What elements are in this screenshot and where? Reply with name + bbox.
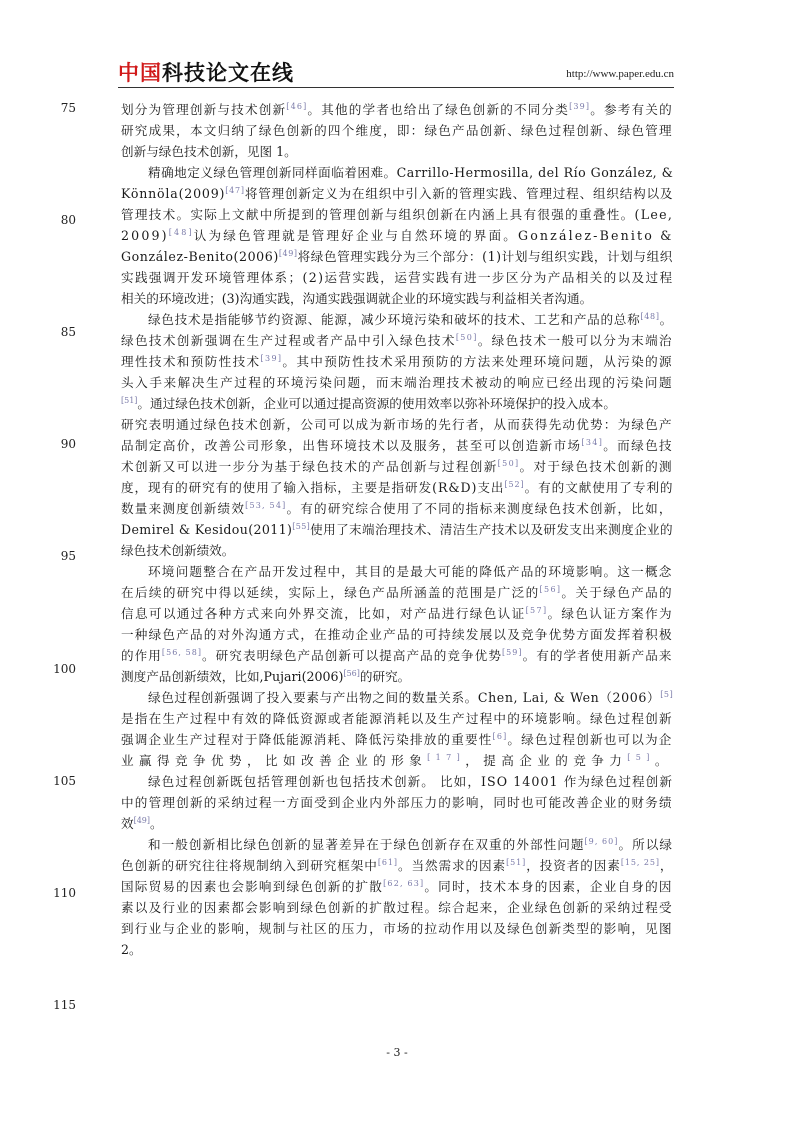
text-segment: Könnöla(2009) bbox=[121, 186, 226, 201]
text-segment: 绿色技术创新绩效。 bbox=[121, 543, 235, 558]
text-line bbox=[121, 499, 673, 519]
text-segment: 相关的环境改进；(3)沟通实践，沟通实践强调就企业的环境实践与利益相关者沟通。 bbox=[121, 291, 593, 306]
citation: [48] bbox=[640, 311, 660, 321]
text-line bbox=[121, 457, 673, 477]
logo-part-red: 中国 bbox=[118, 61, 162, 85]
text-segment: 将管理创新定义为在组织中引入新的管理实践、管理过程、组织结构以及 bbox=[244, 186, 674, 201]
citation: [52] bbox=[504, 479, 525, 489]
text-line bbox=[121, 226, 673, 246]
text-segment: 。同时，技术本身的因素，企业自身的因 bbox=[424, 879, 673, 894]
citation: [6] bbox=[492, 731, 508, 741]
text-line bbox=[121, 142, 297, 162]
citation: [50] bbox=[455, 332, 478, 342]
text-segment: 。当然需求的因素 bbox=[397, 858, 507, 873]
line-number: 90 bbox=[60, 437, 76, 451]
text-line bbox=[121, 247, 673, 267]
text-segment: 信息可以通过各种方式来向外界交流，比如，对产品进行绿色认证 bbox=[121, 606, 526, 621]
text-line bbox=[121, 730, 673, 750]
line-number: 95 bbox=[60, 549, 76, 563]
text-segment: 精确地定义绿色管理创新同样面临着困难。Carrillo-Hermosilla, del Río González, & bbox=[148, 165, 674, 180]
page-header bbox=[118, 58, 674, 88]
citation: [55] bbox=[292, 521, 311, 531]
text-line bbox=[121, 121, 673, 141]
citation: [61] bbox=[377, 857, 398, 867]
text-segment: 头入手来解决生产过程的环境污染问题，而末端治理技术被动的响应已经出现的污染问题 bbox=[121, 375, 674, 390]
text-segment: 在后续的研究中得以延续，实际上，绿色产品所涵盖的范围是广泛的 bbox=[121, 585, 540, 600]
text-line bbox=[121, 541, 234, 561]
text-segment: 到行业与企业的影响，规制与社区的压力，市场的拉动作用以及绿色创新类型的影响，见图 bbox=[121, 921, 673, 936]
citation: [17] bbox=[427, 752, 466, 762]
citation: [48] bbox=[168, 227, 194, 237]
text-line bbox=[121, 625, 673, 645]
text-segment: 2。 bbox=[121, 942, 142, 957]
text-segment: 研究表明通过绿色技术创新，公司可以成为新市场的先行者，从而获得先动优势：为绿色产 bbox=[121, 417, 673, 432]
line-number: 75 bbox=[60, 101, 76, 115]
text-segment: 和一般创新相比绿色创新的显著差异在于绿色创新存在双重的外部性问题 bbox=[148, 837, 585, 852]
text-line bbox=[121, 415, 673, 435]
citation: [57] bbox=[525, 605, 548, 615]
text-segment: 。研究表明绿色产品创新可以提高产品的竞争优势 bbox=[202, 648, 502, 663]
text-line bbox=[121, 100, 673, 120]
text-segment: 国际贸易的因素也会影响到绿色创新的扩散 bbox=[121, 879, 384, 894]
text-segment: 2009) bbox=[121, 228, 169, 243]
text-segment: 素以及行业的因素都会影响到绿色创新的扩散过程。综合起来，企业绿色创新的采纳过程受 bbox=[121, 900, 673, 915]
text-segment: 的作用 bbox=[121, 648, 162, 663]
text-line bbox=[121, 478, 673, 498]
text-segment: 绿色技术是指能够节约资源、能源，减少环境污染和破坏的技术、工艺和产品的总称 bbox=[148, 312, 641, 327]
text-line bbox=[148, 562, 673, 582]
text-line bbox=[148, 688, 673, 708]
line-number: 105 bbox=[53, 774, 76, 788]
text-segment: 。其他的学者也给出了绿色创新的不同分类 bbox=[307, 102, 570, 117]
text-segment: 。有的文献使用了专利的 bbox=[524, 480, 674, 495]
text-line bbox=[121, 352, 673, 372]
text-segment: ，投资者的因素 bbox=[526, 858, 621, 873]
text-segment: 认为绿色管理就是管理好企业与自然环境的界面。González-Benito & bbox=[193, 228, 674, 243]
header-url[interactable]: http://www.paper.edu.cn bbox=[566, 68, 674, 80]
citation: [59] bbox=[501, 647, 523, 657]
text-line bbox=[121, 331, 673, 351]
text-segment: Demirel & Kesidou(2011) bbox=[121, 522, 293, 537]
text-segment: 效 bbox=[121, 816, 134, 831]
text-segment: 绿色过程创新既包括管理创新也包括技术创新。 比如，ISO 14001 作为绿色过程创新 bbox=[148, 774, 674, 789]
text-line bbox=[121, 856, 673, 876]
text-line bbox=[121, 604, 673, 624]
line-number: 80 bbox=[60, 213, 76, 227]
text-segment: González-Benito(2006) bbox=[121, 249, 279, 264]
line-number: 100 bbox=[53, 662, 76, 676]
text-line bbox=[148, 163, 673, 183]
text-segment: 。 bbox=[659, 312, 673, 327]
text-segment: 业赢得竞争优势，比如改善企业的形象 bbox=[121, 753, 428, 768]
text-segment: 。有的研究综合使用了不同的指标来测度绿色技术创新，比如， bbox=[286, 501, 673, 516]
text-segment: ，提高企业的竞争力 bbox=[465, 753, 628, 768]
text-segment: 绿色技术创新强调在生产过程或者产品中引入绿色技术 bbox=[121, 333, 456, 348]
text-line bbox=[121, 268, 673, 288]
citation: [51] bbox=[121, 395, 138, 405]
text-line bbox=[148, 835, 673, 855]
citation: [46] bbox=[286, 101, 308, 111]
text-line bbox=[121, 940, 142, 960]
text-segment: 中的管理创新的采纳过程一方面受到企业内外部压力的影响，同时也可能改善企业的财务绩 bbox=[121, 795, 673, 810]
citation: [49] bbox=[278, 248, 298, 258]
text-segment: 绿色过程创新强调了投入要素与产出物之间的数量关系。Chen, Lai, & Wen（2006） bbox=[148, 690, 661, 705]
citation: [15, 25] bbox=[620, 857, 660, 867]
text-line bbox=[121, 436, 673, 456]
citation: [56] bbox=[539, 584, 562, 594]
text-segment: 术创新又可以进一步分为基于绿色技术的产品创新与过程创新 bbox=[121, 459, 498, 474]
text-line bbox=[121, 877, 673, 897]
text-line bbox=[121, 751, 673, 771]
text-segment: 。而绿色技 bbox=[603, 438, 673, 453]
citation: [62, 63] bbox=[383, 878, 425, 888]
text-line bbox=[121, 646, 673, 666]
citation: [39] bbox=[260, 353, 283, 363]
text-line bbox=[121, 898, 673, 918]
header-rule bbox=[118, 87, 674, 88]
text-line bbox=[121, 793, 673, 813]
text-segment: 色创新的研究往往将规制纳入到研究框架中 bbox=[121, 858, 378, 873]
text-segment: 数量来测度创新绩效 bbox=[121, 501, 246, 516]
page-number: - 3 - bbox=[386, 1046, 408, 1059]
journal-logo bbox=[118, 58, 294, 88]
citation: [9, 60] bbox=[584, 836, 619, 846]
citation: [34] bbox=[581, 437, 604, 447]
text-segment: 。绿色过程创新也可以为企 bbox=[507, 732, 673, 747]
text-segment: 。绿色认证方案作为 bbox=[547, 606, 673, 621]
text-segment: 理性技术和预防性技术 bbox=[121, 354, 261, 369]
logo-part-black: 科技论文在线 bbox=[162, 61, 294, 85]
citation: [49] bbox=[133, 815, 151, 825]
line-number: 85 bbox=[60, 325, 76, 339]
text-segment: 划分为管理创新与技术创新 bbox=[121, 102, 287, 117]
text-segment: 环境问题整合在产品开发过程中，其目的是最大可能的降低产品的环境影响。这一概念 bbox=[148, 564, 673, 579]
text-segment: 品制定高价，改善公司形象，出售环境技术以及服务，甚至可以创造新市场 bbox=[121, 438, 582, 453]
text-segment: 。有的学者使用新产品来 bbox=[522, 648, 673, 663]
text-segment: 。参考有关的 bbox=[590, 102, 673, 117]
text-segment: 。关于绿色产品的 bbox=[561, 585, 673, 600]
line-number: 110 bbox=[53, 886, 76, 900]
citation: [53, 54] bbox=[245, 500, 287, 510]
citation: [47] bbox=[225, 185, 245, 195]
text-segment: 。其中预防性技术采用预防的方法来处理环境问题，从污染的源 bbox=[282, 354, 673, 369]
text-segment: 强调企业生产过程对于降低能源消耗、降低污染排放的重要性 bbox=[121, 732, 493, 747]
text-segment: ， bbox=[659, 858, 674, 873]
citation: [50] bbox=[497, 458, 520, 468]
text-segment: 。对于绿色技术创新的测 bbox=[519, 459, 673, 474]
text-line bbox=[121, 919, 673, 939]
text-segment: 度，现有的研究有的使用了输入指标，主要是指研发(R&D)支出 bbox=[121, 480, 505, 495]
text-segment: 。绿色技术一般可以分为末端治 bbox=[477, 333, 673, 348]
text-line bbox=[121, 814, 163, 834]
text-segment: 实践强调开发环境管理体系；(2)运营实践，运营实践有进一步区分为产品相关的以及过程 bbox=[121, 270, 674, 285]
text-segment: 管理技术。实际上文献中所提到的管理创新与组织创新在内涵上具有很强的重叠性。(Lee, bbox=[121, 207, 674, 222]
text-line bbox=[121, 667, 410, 687]
text-line bbox=[121, 373, 673, 393]
citation: [51] bbox=[506, 857, 527, 867]
text-segment: 是指在生产过程中有效的降低资源或者能源消耗以及生产过程中的环境影响。绿色过程创新 bbox=[121, 711, 673, 726]
text-segment: 。 bbox=[150, 816, 163, 831]
text-line bbox=[121, 205, 673, 225]
text-segment: 。通过绿色技术创新，企业可以通过提高资源的使用效率以弥补环境保护的投入成本。 bbox=[137, 396, 616, 411]
text-line bbox=[121, 184, 673, 204]
citation: [5] bbox=[627, 752, 655, 762]
text-segment: 将绿色管理实践分为三个部分：(1)计划与组织实践，计划与组织 bbox=[297, 249, 673, 264]
citation: [5] bbox=[660, 689, 674, 699]
text-line bbox=[148, 310, 673, 330]
text-segment: 测度产品创新绩效，比如,Pujari(2006) bbox=[121, 669, 344, 684]
line-number: 115 bbox=[53, 998, 76, 1012]
text-line bbox=[121, 583, 673, 603]
text-segment: 研究成果，本文归纳了绿色创新的四个维度，即：绿色产品创新、绿色过程创新、绿色管理 bbox=[121, 123, 673, 138]
text-line bbox=[121, 289, 592, 309]
text-line bbox=[121, 394, 616, 414]
text-line bbox=[148, 772, 673, 792]
text-segment: 。 bbox=[654, 753, 673, 768]
text-line bbox=[121, 709, 673, 729]
text-segment: 一种绿色产品的对外沟通方式，在推动企业产品的可持续发展以及竞争优势方面发挥着积极 bbox=[121, 627, 673, 642]
citation: [56, 58] bbox=[161, 647, 203, 657]
text-segment: 创新与绿色技术创新，见图 1。 bbox=[121, 144, 297, 159]
citation: [56] bbox=[343, 668, 360, 678]
text-line bbox=[121, 520, 673, 540]
text-segment: 使用了末端治理技术、清洁生产技术以及研发支出来测度企业的 bbox=[310, 522, 673, 537]
citation: [39] bbox=[569, 101, 591, 111]
text-segment: 。所以绿 bbox=[618, 837, 674, 852]
text-segment: 的研究。 bbox=[359, 669, 411, 684]
